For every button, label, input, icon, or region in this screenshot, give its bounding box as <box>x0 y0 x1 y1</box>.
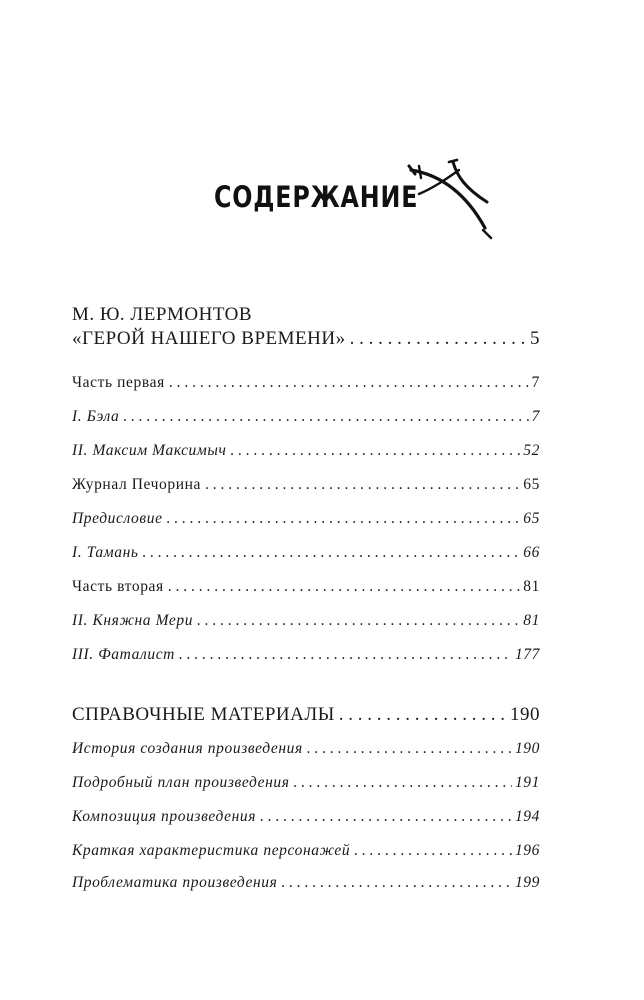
toc-page: 199 <box>514 874 540 891</box>
toc-page: 190 <box>514 740 540 757</box>
toc-page: 194 <box>514 808 540 825</box>
toc-page: 196 <box>514 842 540 859</box>
toc-page: 190 <box>510 704 540 725</box>
dot-leader <box>339 704 507 726</box>
toc-page: 81 <box>523 612 540 629</box>
toc-page: 81 <box>523 578 540 595</box>
toc-label: II. Княжна Мери <box>72 612 194 629</box>
table-of-contents <box>72 0 540 1000</box>
toc-label: «ГЕРОЙ НАШЕГО ВРЕМЕНИ» <box>72 328 346 349</box>
dot-leader <box>168 578 521 596</box>
toc-row[interactable] <box>72 578 540 596</box>
page-title: СОДЕРЖАНИЕ <box>214 180 419 214</box>
toc-label: I. Бэла <box>72 408 120 425</box>
dot-leader <box>169 374 529 392</box>
toc-label: Подробный план произведения <box>72 774 290 791</box>
toc-label: I. Тамань <box>72 544 139 561</box>
toc-label: Журнал Печорина <box>72 476 202 493</box>
dot-leader <box>350 328 527 350</box>
toc-label: Композиция произведения <box>72 808 257 825</box>
toc-row[interactable] <box>72 808 540 826</box>
toc-row[interactable] <box>72 842 540 860</box>
toc-row-section1[interactable] <box>72 328 540 350</box>
toc-row[interactable] <box>72 544 540 562</box>
toc-label: СПРАВОЧНЫЕ МАТЕРИАЛЫ <box>72 704 335 725</box>
toc-label: Часть первая <box>72 374 165 391</box>
dot-leader <box>231 442 521 460</box>
dot-leader <box>167 510 521 528</box>
toc-row[interactable] <box>72 612 540 630</box>
toc-page: 177 <box>514 646 540 663</box>
toc-row[interactable] <box>72 510 540 528</box>
toc-page: 191 <box>514 774 540 791</box>
toc-page: 66 <box>523 544 540 561</box>
toc-row[interactable] <box>72 442 540 460</box>
toc-row[interactable] <box>72 646 540 664</box>
toc-row[interactable] <box>72 476 540 494</box>
dot-leader <box>294 774 512 792</box>
toc-label: II. Максим Максимыч <box>72 442 227 459</box>
dot-leader <box>143 544 521 562</box>
toc-page: 5 <box>530 328 540 349</box>
dot-leader <box>197 612 520 630</box>
toc-label: Краткая характеристика персонажей <box>72 842 351 859</box>
dot-leader <box>354 842 512 860</box>
dot-leader <box>205 476 520 494</box>
toc-page: 7 <box>531 374 540 391</box>
toc-row[interactable] <box>72 740 540 758</box>
toc-row[interactable] <box>72 374 540 392</box>
section-heading-author: М. Ю. ЛЕРМОНТОВ <box>72 304 253 325</box>
toc-row[interactable] <box>72 774 540 792</box>
toc-page: 65 <box>523 476 540 493</box>
toc-label: Проблематика произведения <box>72 874 278 891</box>
toc-page: 52 <box>523 442 540 459</box>
toc-row[interactable] <box>72 874 540 892</box>
toc-page: 7 <box>531 408 540 425</box>
dot-leader <box>123 408 528 426</box>
toc-label: III. Фаталист <box>72 646 175 663</box>
dot-leader <box>307 740 512 758</box>
dot-leader <box>281 874 512 892</box>
dot-leader <box>260 808 512 826</box>
toc-label: Часть вторая <box>72 578 164 595</box>
toc-label: Предисловие <box>72 510 163 527</box>
toc-label: История создания произведения <box>72 740 303 757</box>
toc-page: 65 <box>523 510 540 527</box>
toc-row-section2[interactable] <box>72 704 540 726</box>
dot-leader <box>179 646 512 664</box>
toc-row[interactable] <box>72 408 540 426</box>
